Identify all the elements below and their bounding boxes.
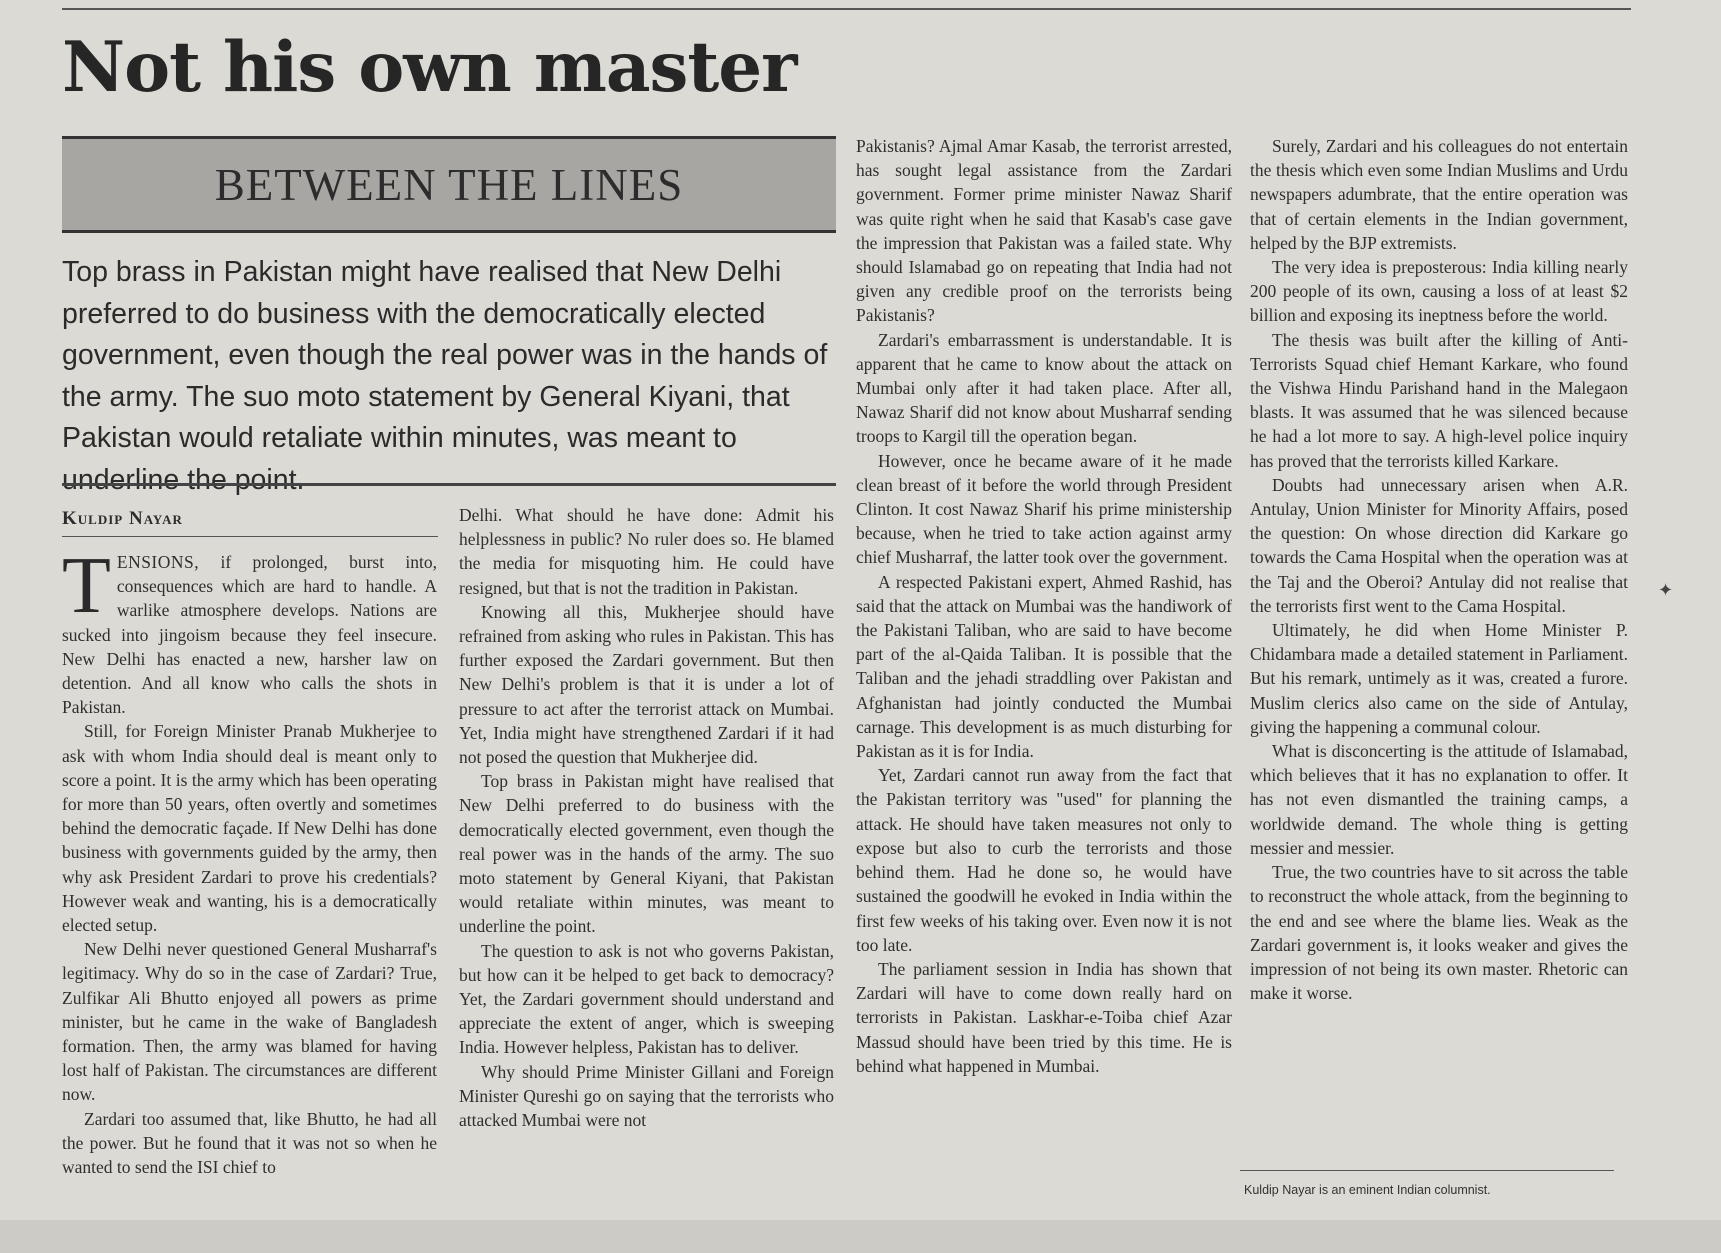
article-paragraph: The very idea is preposterous: India killing nearly 200 people of its own, causing a loss of at least $2 billion and exposing its ineptness before the world. — [1250, 257, 1628, 326]
article-column-1 — [62, 542, 437, 1179]
article-paragraph: However, once he became aware of it he made clean breast of it before the world through President Clinton. It cost Nawaz Sharif his prime ministership because, when he tried to take action against army chief Musharraf, the latter took over the government. — [856, 450, 1232, 568]
article-paragraph: Zardari too assumed that, like Bhutto, he had all the power. But he found that it was not so when he wanted to send the ISI chief to — [62, 1108, 437, 1178]
article-paragraph: The thesis was built after the killing of Anti-Terrorists Squad chief Hemant Karkare, who found the Vishwa Hindu Parishand hand in the Malegaon blasts. It was assumed that he was silenced because he had a lot more to say. A high-level police inquiry has proved that the terrorists killed Karkare. — [1250, 329, 1628, 471]
headline: Not his own master — [62, 27, 797, 108]
standfirst: Top brass in Pakistan might have realised that New Delhi preferred to do business with the democratically elected government, even though the real power was in the hands of the army. The suo moto statement by General Kiyani, that Pakistan would retaliate within minutes, was meant to underline the point. — [62, 256, 828, 496]
article-column-4 — [1250, 134, 1628, 1005]
dropcap: T — [62, 542, 111, 630]
page-bottom-edge — [0, 1220, 1721, 1253]
article-paragraph: Delhi. What should he have done: Admit his helplessness in public? No ruler does so. He blamed the media for misquoting him. He could have resigned, but that is not the tradition in Pakistan. — [459, 505, 834, 598]
article-column-3 — [856, 134, 1232, 1078]
article-paragraph: True, the two countries have to sit across the table to reconstruct the whole attack, from the beginning to the end and see where the blame lies. Weak as the Zardari government is, it looks weaker and gives the impression of not being its own master. Rhetoric can make it worse. — [1250, 862, 1628, 1004]
article-paragraph: Zardari's embarrassment is understandable. It is apparent that he came to know about the attack on Mumbai only after it had taken place. After all, Nawaz Sharif did not know about Musharraf sending troops to Kargil till the operation began. — [856, 329, 1232, 447]
article-paragraph: Why should Prime Minister Gillani and Foreign Minister Qureshi go on saying that the terrorists who attacked Mumbai were not — [459, 1061, 834, 1131]
article-paragraph: Ultimately, he did when Home Minister P. Chidambara made a detailed statement in Parliament. But his remark, untimely as it was, created a furore. Muslim clerics also came on the side of Antulay, giving the happening a communal colour. — [1250, 620, 1628, 737]
column-name: BETWEEN THE LINES — [214, 159, 684, 210]
footnote-rule — [1240, 1170, 1614, 1171]
top-rule — [62, 8, 1631, 10]
article-column-2 — [459, 503, 834, 1132]
article-paragraph: TENSIONS, if prolonged, burst into, consequences which are hard to handle. A warlike atmosphere develops. Nations are sucked into jingoism because they feel insecure. New Delhi has enacted a new, harsher law on detention. And all know who calls the shots in Pakistan. — [62, 542, 437, 718]
byline-rule — [62, 536, 438, 537]
article-paragraph: New Delhi never questioned General Musharraf's legitimacy. Why do so in the case of Zardari? True, Zulfikar Ali Bhutto enjoyed all powers as prime minister, but he came in the wake of Bangladesh formation. Then, the army was blamed for having lost half of Pakistan. The circumstances are different now. — [62, 939, 437, 1105]
article-paragraph: Still, for Foreign Minister Pranab Mukherjee to ask with whom India should deal is meant only to score a point. It is the army which has been operating for more than 50 years, often overtly and sometimes behind the democratic façade. If New Delhi has done business with governments guided by the army, then why ask President Zardari to prove his credentials? However weak and wanting, his is a democratically elected setup. — [62, 721, 437, 936]
article-paragraph: Knowing all this, Mukherjee should have refrained from asking who rules in Pakistan. This has further exposed the Zardari government. But then New Delhi's problem is that it is under a lot of pressure to act after the terrorist attack on Mumbai. Yet, India might have strengthened Zardari if it had not posed the question that Mukherjee did. — [459, 601, 834, 768]
article-paragraph: What is disconcerting is the attitude of Islamabad, which believes that it has no explanation to offer. It has not even dismantled the training camps, a worldwide demand. The whole thing is getting messier and messier. — [1250, 741, 1628, 858]
article-paragraph: The question to ask is not who governs Pakistan, but how can it be helped to get back to democracy? Yet, the Zardari government should understand and appreciate the extent of anger, which is sweeping India. However helpless, Pakistan has to deliver. — [459, 940, 834, 1058]
column-banner — [62, 136, 836, 233]
standfirst-rule — [62, 483, 836, 486]
scan-artifact-icon: ✦ — [1658, 580, 1674, 601]
article-paragraph: Doubts had unnecessary arisen when A.R. Antulay, Union Minister for Minority Affairs, posed the question: On whose direction did Karkare go towards the Cama Hospital when the operation was at the Taj and the Oberoi? Antulay did not realise that the terrorists first went to the Cama Hospital. — [1250, 474, 1628, 616]
article-paragraph: Yet, Zardari cannot run away from the fact that the Pakistan territory was "used" for planning the attack. He should have taken measures not only to expose but also to curb the terrorists and those behind them. Had he done so, he would have sustained the goodwill he evoked in India within the first few weeks of his taking over. Even now it is not too late. — [856, 765, 1232, 955]
byline: Kuldip Nayar — [62, 508, 183, 529]
article-paragraph: Pakistanis? Ajmal Amar Kasab, the terrorist arrested, has sought legal assistance from the Zardari government. Former prime minister Nawaz Sharif was quite right when he said that Kasab's case gave the impression that Pakistan was a failed state. Why should Islamabad go on repeating that India had not given any credible proof on the terrorists being Pakistanis? — [856, 136, 1232, 326]
article-paragraph: The parliament session in India has shown that Zardari will have to come down really hard on terrorists in Pakistan. Laskhar-e-Toiba chief Azar Massud should have been tried by this time. He is behind what happened in Mumbai. — [856, 958, 1232, 1076]
article-paragraph: Surely, Zardari and his colleagues do not entertain the thesis which even some Indian Muslims and Urdu newspapers adumbrate, that the entire operation was that of certain elements in the Indian government, helped by the BJP extremists. — [1250, 136, 1628, 253]
author-note: Kuldip Nayar is an eminent Indian columnist. — [1244, 1183, 1491, 1197]
article-paragraph: A respected Pakistani expert, Ahmed Rashid, has said that the attack on Mumbai was the handiwork of the Pakistani Taliban, who are said to have become part of the al-Qaida Taliban. It is possible that the Taliban and the jehadi straddling over Pakistan and Afghanistan had jointly conducted the Mumbai carnage. This development is as much disturbing for Pakistan as it is for India. — [856, 571, 1232, 762]
lead-in: ENSIONS, — [116, 552, 200, 572]
article-paragraph: Top brass in Pakistan might have realised that New Delhi preferred to do business with the democratically elected government, even though the real power was in the hands of the army. The suo moto statement by General Kiyani, that Pakistan would retaliate within minutes, was meant to underline the point. — [459, 771, 834, 937]
